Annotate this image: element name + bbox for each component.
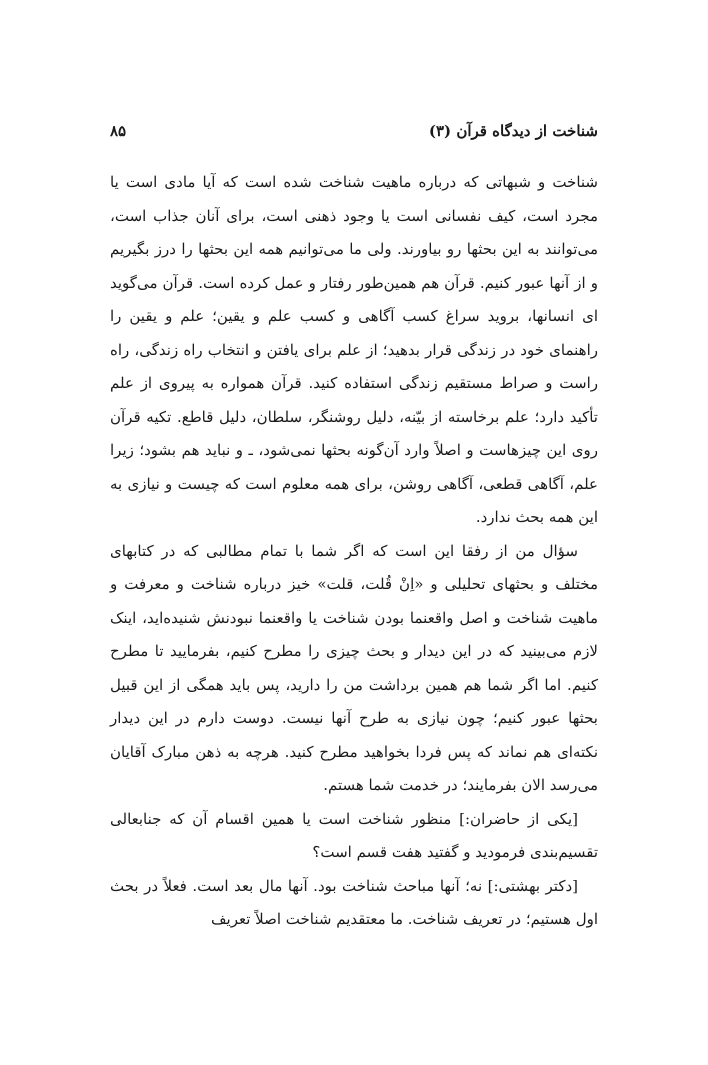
page-number: ۸۵: [110, 122, 127, 140]
paragraph-4: [دکتر بهشتی:] نه؛ آنها مباحث شناخت بود. آنها مال بعد است. فعلاً در بحث اول هستیم؛ در تعریف شناخت. ما معتقدیم شناخت اصلاً تعریف: [110, 876, 598, 928]
paragraph-2: سؤال من از رفقا این است که اگر شما با تمام مطالبی که در کتابهای مختلف و بحثهای تحلیلی و «اِنْ قُلت، قلت» خیز درباره شناخت و معرفت و ماهیت شناخت و اصل واقعنما بودن شناخت یا واقعنما نبودنش شنیده‌اید، اینک لازم می‌بینید که در این دیدار و بحث چیزی را مطرح کنیم، بفرمایید تا مطرح کنیم. اما اگر شما هم همین برداشت من را دارید، پس باید همگی از این قبیل بحثها عبور کنیم؛ چون نیازی به طرح آنها نیست. دوست دارم در این دیدار نکته‌ای هم نماند که پس فردا بخواهید مطرح کنید. هرچه به ذهن مبارک آقایان می‌رسد الان بفرمایند؛ در خدمت شما هستم.: [110, 541, 598, 794]
body-text: [110, 166, 598, 937]
chapter-title: شناخت از دیدگاه قرآن (۳): [428, 122, 598, 140]
paragraph-1: شناخت و شبهاتی که درباره ماهیت شناخت شده است که آیا مادی است یا مجرد است، کیف نفسانی است یا وجود ذهنی است، برای آنان جذاب است، می‌توانند به این بحثها رو بیاورند. ولی ما می‌توانیم همه این بحثها را درز بگیریم و از آنها عبور کنیم. قرآن هم همین‌طور رفتار و عمل کرده است. قرآن می‌گوید ای انسانها، بروید سراغ کسب آگاهی و کسب علم و یقین؛ علم و یقین را راهنمای خود در زندگی قرار بدهید؛ از علم برای یافتن و انتخاب راه زندگی، راه راست و صراط مستقیم زندگی استفاده کنید. قرآن همواره به پیروی از علم تأکید دارد؛ علم برخاسته از بیّنه، دلیل روشنگر، سلطان، دلیل قاطع. تکیه قرآن روی این چیزهاست و اصلاً وارد آن‌گونه بحثها نمی‌شود، ـ و نباید هم بشود؛ زیرا علم، آگاهی قطعی، آگاهی روشن، برای همه معلوم است که چیست و نیازی به این همه بحث ندارد.: [110, 173, 598, 526]
paragraph-3: [یکی از حاضران:] منظور شناخت است یا همین اقسام آن که جنابعالی تقسیم‌بندی فرمودید و گفتید هفت قسم است؟: [110, 809, 598, 861]
running-header: [110, 118, 598, 144]
